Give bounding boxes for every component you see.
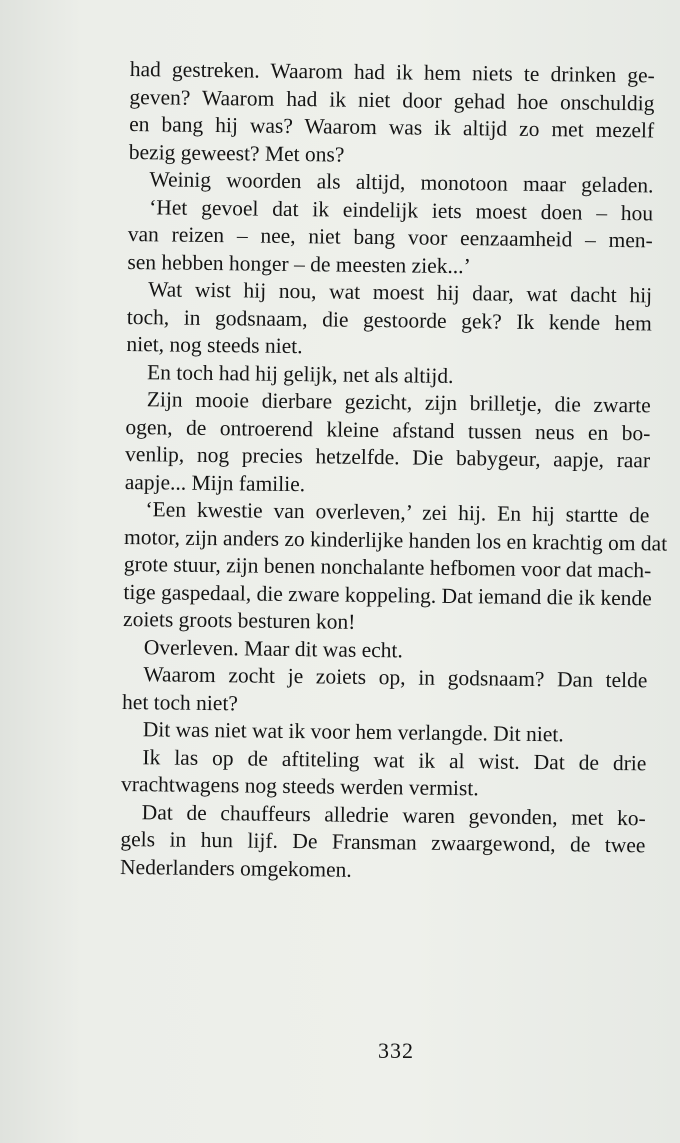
text-line: motor, zijn anders zo kinderlijke handen los en krachtig om dat	[123, 524, 668, 556]
text-line: Dit was niet wat ik voor hem verlangde. Dit niet.	[142, 717, 564, 747]
text-line: Wat wist hij nou, wat moest hij daar, wat dacht hij	[148, 277, 653, 308]
text-line: toch, in godsnaam, die gestoorde gek? Ik kende hem	[126, 304, 652, 335]
text-line: tige gaspedaal, die zware koppeling. Dat iemand die ik kende	[123, 579, 652, 610]
text-line: grote stuur, zijn benen nonchalante hefbomen voor dat mach-	[123, 551, 652, 583]
page-number: 332	[378, 1038, 414, 1063]
text-line: Ik las op de aftiteling wat ik al wist. Dat de drie	[142, 744, 647, 775]
text-line: geven? Waarom had ik niet door gehad hoe onschuldig	[129, 84, 655, 115]
text-line: gels in hun lijf. De Fransman zwaargewond, de twee	[120, 826, 646, 858]
text-line: bezig geweest? Met ons?	[128, 139, 345, 167]
text-line: en bang hij was? Waarom was ik altijd zo met mezelf	[129, 111, 655, 143]
text-line: ‘Het gevoel dat ik eindelijk iets moest doen – hou	[149, 194, 654, 225]
text-line: van reizen – nee, niet bang voor eenzaamheid – men-	[127, 221, 653, 253]
text-line: het toch niet?	[121, 689, 239, 715]
text-line: Dat de chauffeurs alledrie waren gevonden, met ko-	[141, 799, 646, 830]
text-line: En toch had hij gelijk, net als altijd.	[146, 359, 454, 388]
text-line: aapje... Mijn familie.	[124, 469, 306, 496]
text-line: ‘Een kwestie van overleven,’ zei hij. En hij startte de	[145, 497, 650, 528]
text-line: Weinig woorden als altijd, monotoon maar geladen.	[149, 167, 654, 198]
text-line: ogen, de ontroerend kleine afstand tussen neus en bo-	[125, 414, 651, 445]
text-line: vrachtwagens nog steeds werden vermist.	[120, 771, 479, 801]
text-line: Zijn mooie dierbare gezicht, zijn brilletje, die zwarte	[146, 387, 651, 418]
text-line: venlip, nog precies hetzelfde. Die babygeur, aapje, raar	[124, 441, 651, 473]
text-line: zoiets groots besturen kon!	[122, 606, 356, 634]
body-text	[119, 56, 668, 887]
text-line: Overleven. Maar dit was echt.	[143, 634, 404, 662]
text-line: Nederlanders omgekomen.	[119, 854, 352, 882]
text-line: sen hebben honger – de meesten ziek...’	[127, 249, 471, 278]
text-line: Waarom zocht je zoiets op, in godsnaam? Dan telde	[143, 662, 648, 693]
text-line: niet, nog steeds niet.	[126, 331, 303, 359]
text-line: had gestreken. Waarom had ik hem niets te drinken ge-	[129, 56, 655, 88]
